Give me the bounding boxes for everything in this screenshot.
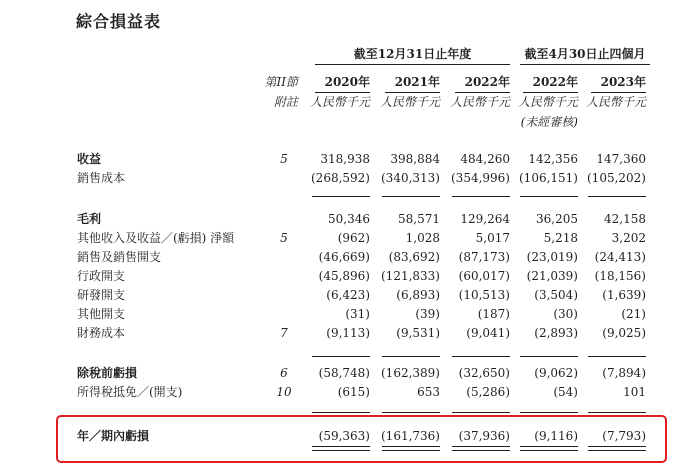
col-unit-2023: 人民幣千元 <box>585 95 646 109</box>
row-value: (87,173) <box>458 250 510 264</box>
row-value: 5,218 <box>543 231 578 245</box>
subtotal-rule <box>382 356 440 357</box>
row-value: (46,669) <box>318 250 370 264</box>
subtotal-rule <box>312 412 370 413</box>
row-label: 收益 <box>77 152 102 166</box>
row-value: (354,996) <box>451 171 510 185</box>
subtotal-rule <box>382 412 440 413</box>
col-note-unaudited: (未經審核) <box>520 115 578 129</box>
row-value: (268,592) <box>311 171 370 185</box>
row-value: (121,833) <box>381 269 440 283</box>
row-value: 101 <box>623 385 646 399</box>
row-value: 484,260 <box>460 152 510 166</box>
row-value: (962) <box>337 231 370 245</box>
subtotal-rule <box>520 356 578 357</box>
subtotal-rule <box>452 196 510 197</box>
subtotal-rule <box>312 196 370 197</box>
row-value: 3,202 <box>611 231 646 245</box>
row-label: 銷售成本 <box>77 171 126 185</box>
row-value: (3,504) <box>534 288 578 302</box>
subtotal-rule <box>382 196 440 197</box>
year-rule <box>591 92 646 93</box>
group-header-four-months: 截至4月30日止四個月 <box>524 47 646 61</box>
group-header-year: 截至12月31日止年度 <box>353 47 472 61</box>
row-label: 毛利 <box>77 212 102 226</box>
row-value: (162,389) <box>381 366 440 380</box>
row-value: (54) <box>553 385 578 399</box>
subtotal-rule <box>588 356 646 357</box>
row-value: (58,748) <box>318 366 370 380</box>
row-value: (187) <box>477 307 510 321</box>
row-value: (9,062) <box>534 366 578 380</box>
col-year-2021: 2021年 <box>394 75 440 89</box>
row-value: 42,158 <box>604 212 646 226</box>
note-header-label: 附註 <box>273 95 298 109</box>
group-header-year-rule <box>315 64 510 65</box>
row-note: 10 <box>276 385 292 399</box>
subtotal-rule <box>452 412 510 413</box>
row-value: (6,423) <box>326 288 370 302</box>
row-label: 銷售及銷售開支 <box>77 250 162 264</box>
row-value: (615) <box>337 385 370 399</box>
row-label: 年／期內虧損 <box>77 429 150 443</box>
row-value: (9,116) <box>534 429 578 443</box>
year-rule <box>455 92 510 93</box>
row-value: (23,019) <box>526 250 578 264</box>
col-year-2020: 2020年 <box>324 75 370 89</box>
row-value: (60,017) <box>458 269 510 283</box>
col-year-2022-interim: 2022年 <box>532 75 578 89</box>
row-value: (10,513) <box>458 288 510 302</box>
row-value: (5,286) <box>466 385 510 399</box>
col-year-2023: 2023年 <box>600 75 646 89</box>
row-value: (2,893) <box>534 326 578 340</box>
row-value: 398,884 <box>390 152 440 166</box>
row-value: (9,531) <box>396 326 440 340</box>
row-value: 147,360 <box>596 152 646 166</box>
row-note: 5 <box>280 231 288 245</box>
year-rule <box>523 92 578 93</box>
row-label: 其他收入及收益／(虧損) 淨額 <box>77 231 235 245</box>
subtotal-rule <box>588 412 646 413</box>
row-value: (37,936) <box>458 429 510 443</box>
row-value: (18,156) <box>594 269 646 283</box>
total-row-highlight <box>56 415 667 463</box>
subtotal-rule <box>520 196 578 197</box>
col-unit-2021: 人民幣千元 <box>379 95 440 109</box>
row-value: 142,356 <box>528 152 578 166</box>
row-label: 財務成本 <box>77 326 126 340</box>
row-label: 除稅前虧損 <box>77 366 138 380</box>
row-value: 36,205 <box>536 212 578 226</box>
row-label: 其他開支 <box>77 307 126 321</box>
row-value: (105,202) <box>587 171 646 185</box>
row-value: (83,692) <box>388 250 440 264</box>
subtotal-rule <box>520 412 578 413</box>
year-rule <box>385 92 440 93</box>
row-value: 318,938 <box>320 152 370 166</box>
col-unit-2020: 人民幣千元 <box>309 95 370 109</box>
note-header-section: 第II節 <box>264 75 298 89</box>
row-value: (31) <box>345 307 370 321</box>
row-note: 7 <box>280 326 288 340</box>
row-label: 行政開支 <box>77 269 126 283</box>
row-value: (9,025) <box>602 326 646 340</box>
row-value: (6,893) <box>396 288 440 302</box>
group-header-four-months-rule <box>520 64 650 65</box>
row-value: (21,039) <box>526 269 578 283</box>
subtotal-rule <box>588 196 646 197</box>
row-label: 研發開支 <box>77 288 126 302</box>
row-value: (9,113) <box>326 326 370 340</box>
row-value: 653 <box>417 385 440 399</box>
col-year-2022: 2022年 <box>464 75 510 89</box>
row-value: 1,028 <box>405 231 440 245</box>
row-value: (59,363) <box>318 429 370 443</box>
row-note: 6 <box>280 366 288 380</box>
row-value: (21) <box>621 307 646 321</box>
row-value: (1,639) <box>602 288 646 302</box>
row-value: (7,793) <box>602 429 646 443</box>
row-note: 5 <box>280 152 288 166</box>
row-value: (45,896) <box>318 269 370 283</box>
row-value: 50,346 <box>328 212 370 226</box>
row-value: 5,017 <box>475 231 510 245</box>
row-value: (106,151) <box>519 171 578 185</box>
row-label: 所得稅抵免／(開支) <box>77 385 183 399</box>
row-value: (30) <box>553 307 578 321</box>
row-value: (9,041) <box>466 326 510 340</box>
row-value: 58,571 <box>398 212 440 226</box>
row-value: (39) <box>415 307 440 321</box>
col-unit-2022-interim: 人民幣千元 <box>517 95 578 109</box>
row-value: (32,650) <box>458 366 510 380</box>
col-unit-2022: 人民幣千元 <box>449 95 510 109</box>
year-rule <box>315 92 370 93</box>
subtotal-rule <box>452 356 510 357</box>
row-value: (161,736) <box>381 429 440 443</box>
row-value: (7,894) <box>602 366 646 380</box>
subtotal-rule <box>312 356 370 357</box>
statement-title: 綜合損益表 <box>76 12 162 31</box>
row-value: 129,264 <box>460 212 510 226</box>
row-value: (24,413) <box>594 250 646 264</box>
row-value: (340,313) <box>381 171 440 185</box>
